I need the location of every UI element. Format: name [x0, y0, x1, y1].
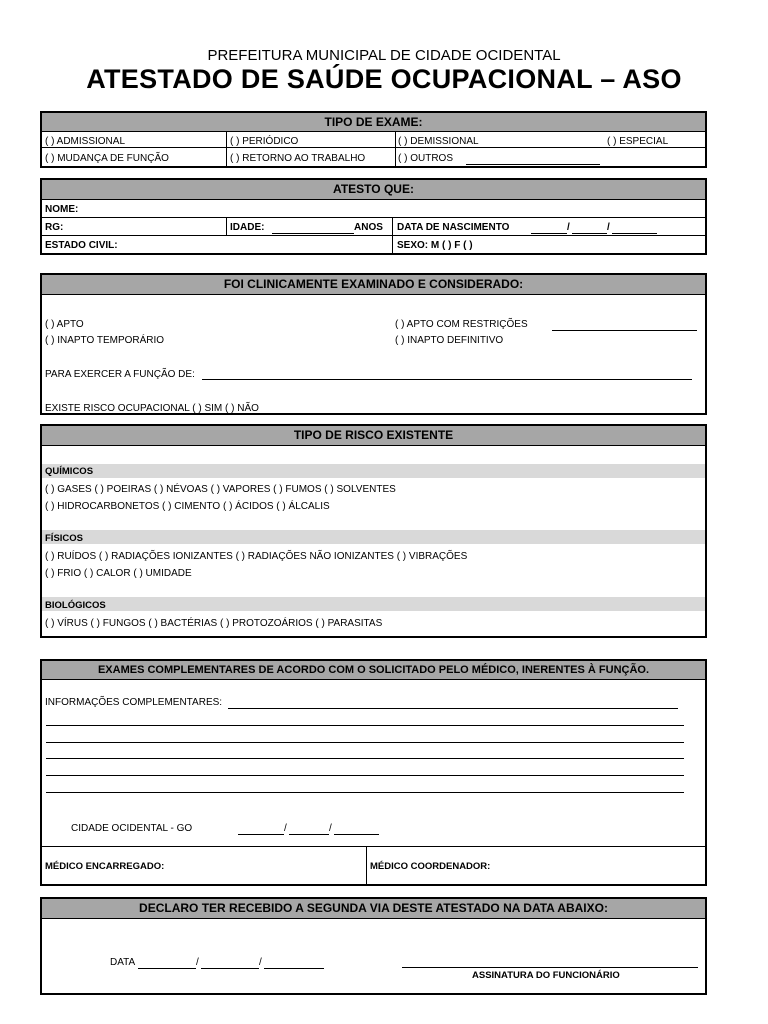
complementary-exams-heading: EXAMES COMPLEMENTARES DE ACORDO COM O SOLICITADO PELO MÉDICO, INERENTES À FUNÇÃO. — [42, 661, 705, 680]
medico-encarregado-label: MÉDICO ENCARREGADO: — [45, 861, 165, 872]
declaration-heading: DECLARO TER RECEBIDO A SEGUNDA VIA DESTE ATESTADO NA DATA ABAIXO: — [42, 899, 705, 919]
complementary-exams-section: EXAMES COMPLEMENTARES DE ACORDO COM O SOLICITADO PELO MÉDICO, INERENTES À FUNÇÃO. INFORMAÇÕES COMPLEMENTARES: CIDADE OCIDENTAL - GO / / MÉDICO ENCARREGADO: MÉDICO COORDENADOR: — [40, 659, 707, 886]
option-retorno-trabalho[interactable]: ( ) RETORNO AO TRABALHO — [230, 153, 366, 164]
funcao-label: PARA EXERCER A FUNÇÃO DE: — [45, 369, 195, 380]
option-periodico[interactable]: ( ) PERIÓDICO — [230, 136, 299, 147]
exam-type-heading: TIPO DE EXAME: — [42, 113, 705, 132]
fisicos-line2[interactable]: ( ) FRIO ( ) CALOR ( ) UMIDADE — [45, 568, 192, 579]
municipality-header: PREFEITURA MUNICIPAL DE CIDADE OCIDENTAL — [207, 47, 561, 64]
quimicos-line2[interactable]: ( ) HIDROCARBONETOS ( ) CIMENTO ( ) ÁCIDOS ( ) ÁLCALIS — [45, 501, 330, 512]
info-line[interactable] — [228, 708, 678, 709]
option-mudanca-funcao[interactable]: ( ) MUDANÇA DE FUNÇÃO — [45, 153, 169, 164]
option-apto[interactable]: ( ) APTO — [45, 319, 84, 330]
receipt-declaration-section: DECLARO TER RECEBIDO A SEGUNDA VIA DESTE ATESTADO NA DATA ABAIXO: DATA / / ASSINATURA DO FUNCIONÁRIO — [40, 897, 707, 995]
cidade-label: CIDADE OCIDENTAL - GO — [71, 823, 193, 834]
quimicos-line1[interactable]: ( ) GASES ( ) POEIRAS ( ) NÉVOAS ( ) VAPORES ( ) FUMOS ( ) SOLVENTES — [45, 484, 396, 495]
option-admissional[interactable]: ( ) ADMISSIONAL — [45, 136, 126, 147]
data-label: DATA — [110, 957, 136, 968]
rg-label: RG: — [45, 222, 64, 233]
info-line[interactable] — [46, 742, 684, 743]
exam-type-section — [40, 111, 707, 168]
medico-coordenador-label: MÉDICO COORDENADOR: — [370, 861, 491, 872]
page-title: ATESTADO DE SAÚDE OCUPACIONAL – ASO — [86, 64, 682, 94]
assinatura-label: ASSINATURA DO FUNCIONÁRIO — [472, 970, 620, 981]
patient-heading: ATESTO QUE: — [42, 180, 705, 200]
estado-civil-label: ESTADO CIVIL: — [45, 240, 118, 251]
risk-type-section — [40, 424, 707, 638]
anos-label: ANOS — [354, 222, 383, 233]
signature-line[interactable] — [402, 967, 698, 968]
fisicos-line1[interactable]: ( ) RUÍDOS ( ) RADIAÇÕES IONIZANTES ( ) RADIAÇÕES NÃO IONIZANTES ( ) VIBRAÇÕES — [45, 551, 468, 562]
sexo-label: SEXO: M ( ) F ( ) — [397, 240, 473, 251]
patient-section: ATESTO QUE: NOME: RG: IDADE: ANOS DATA DE NASCIMENTO / / ESTADO CIVIL: SEXO: M ( ) F ( ) — [40, 178, 707, 255]
biologicos-line1[interactable]: ( ) VÍRUS ( ) FUNGOS ( ) BACTÉRIAS ( ) PROTOZOÁRIOS ( ) PARASITAS — [45, 618, 383, 629]
quimicos-title: QUÍMICOS — [45, 466, 94, 477]
option-outros[interactable]: ( ) OUTROS — [398, 153, 453, 164]
risco-ocupacional[interactable]: EXISTE RISCO OCUPACIONAL ( ) SIM ( ) NÃO — [45, 403, 259, 414]
nome-label: NOME: — [45, 204, 79, 215]
option-apto-restricoes[interactable]: ( ) APTO COM RESTRIÇÕES — [395, 319, 528, 330]
option-inapto-temporario[interactable]: ( ) INAPTO TEMPORÁRIO — [45, 335, 165, 346]
fisicos-title: FÍSICOS — [45, 533, 84, 544]
option-especial[interactable]: ( ) ESPECIAL — [607, 136, 669, 147]
option-demissional[interactable]: ( ) DEMISSIONAL — [398, 136, 479, 147]
info-line[interactable] — [46, 775, 684, 776]
data-nascimento-label: DATA DE NASCIMENTO — [397, 222, 510, 233]
clinical-exam-heading: FOI CLINICAMENTE EXAMINADO E CONSIDERADO: — [42, 275, 705, 295]
risk-type-heading: TIPO DE RISCO EXISTENTE — [42, 426, 705, 446]
biologicos-title: BIOLÓGICOS — [45, 600, 106, 611]
funcao-field[interactable] — [202, 379, 692, 380]
info-line[interactable] — [46, 792, 684, 793]
info-complementares-label: INFORMAÇÕES COMPLEMENTARES: — [45, 697, 223, 708]
clinical-exam-section — [40, 273, 707, 415]
info-line[interactable] — [46, 725, 684, 726]
option-inapto-definitivo[interactable]: ( ) INAPTO DEFINITIVO — [395, 335, 504, 346]
idade-label: IDADE: — [230, 222, 265, 233]
info-line[interactable] — [46, 758, 684, 759]
